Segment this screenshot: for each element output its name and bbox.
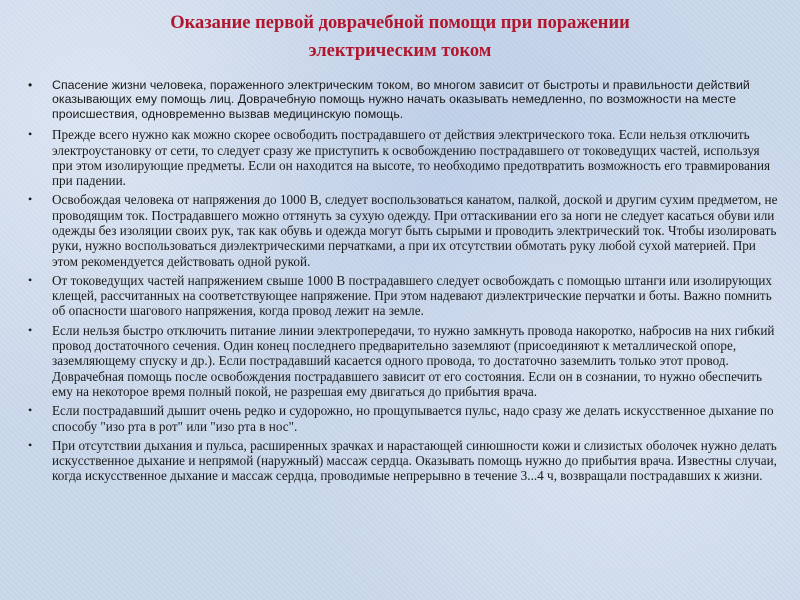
bullet-icon: •	[28, 403, 33, 418]
bullet-item	[28, 403, 778, 434]
bullet-item	[28, 438, 778, 484]
bullet-icon: •	[28, 322, 33, 337]
bullet-text: Прежде всего нужно как можно скорее освободить пострадавшего от действия электрического тока. Если нельзя отключить электроустановку от сети, то следует сразу же приступить к освобождению пострадавшего от токоведущих частей, используя при этом изолирующие предметы. Если он находится на высоте, то необходимо предотвратить возможность его травмирования при падении.	[52, 127, 771, 189]
bullet-item	[28, 323, 778, 399]
bullet-icon: •	[28, 437, 33, 452]
slide-title	[40, 9, 760, 65]
bullet-text: Если пострадавший дышит очень редко и судорожно, но прощупывается пульс, надо сразу же делать искусственное дыхание по способу "изо рта в рот" или "изо рта в нос".	[52, 403, 774, 434]
bullet-text: От токоведущих частей напряжением свыше 1000 В пострадавшего следует освобождать с помощью штанги или изолирующих клещей, рассчитанных на соответствующее напряжение. При этом надевают диэлектрические перчатки и боты. Важно помнить об опасности шагового напряжения, когда провод лежит на земле.	[52, 272, 772, 319]
bullet-item	[28, 192, 778, 268]
bullet-icon: •	[28, 192, 33, 207]
bullet-item	[28, 127, 778, 188]
slide-title-line-1: Оказание первой доврачебной помощи при поражении	[170, 13, 630, 33]
bullet-text: Освобождая человека от напряжения до 1000 В, следует воспользоваться канатом, палкой, доской и другим сухим предметом, не проводящим ток. Пострадавшего можно оттянуть за сухую одежду. При оттаскивании его за ноги не следует касаться обуви или одежды без изоляции своих рук, так как обувь и одежда могут быть сырыми и проводить электрический ток. Чтобы изолировать руки, нужно воспользоваться диэлектрическими перчатками, а при их отсутствии обмотать руку любой сухой материей. При этом рекомендуется действовать одной рукой.	[52, 192, 778, 269]
bullet-icon: •	[28, 272, 33, 287]
bullet-item	[28, 78, 778, 121]
bullet-text: Если нельзя быстро отключить питание линии электропередачи, то нужно замкнуть провода накоротко, набросив на них гибкий провод достаточного сечения. Один конец последнего предварительно заземляют (присоединяют к металлической опоре, заземляющему спуску и др.). Если пострадавший касается одного провода, то достаточно заземлить только этот провод. Доврачебная помощь после освобождения пострадавшего зависит от его состояния. Если он в сознании, то нужно обеспечить ему на некоторое время полный покой, не разрешая ему двигаться до прибытия врача.	[52, 322, 775, 399]
bullet-icon: •	[28, 78, 33, 92]
bullet-text: Спасение жизни человека, пораженного электрическим током, во многом зависит от быстроты и правильности действий оказывающих ему помощь лиц. Доврачебную помощь нужно начать оказывать немедленно, по возможности на месте происшествия, одновременно вызвав медицинскую помощь.	[52, 78, 750, 121]
bullet-item	[28, 273, 778, 319]
bullet-text: При отсутствии дыхания и пульса, расширенных зрачках и нарастающей синюшности кожи и слизистых оболочек нужно делать искусственное дыхание и непрямой (наружный) массаж сердца. Оказывать помощь нужно до прибытия врача. Известны случаи, когда искусственное дыхание и массаж сердца, проводимые непрерывно в течение 3...4 ч, возвращали пострадавших к жизни.	[52, 437, 777, 484]
bullet-icon: •	[28, 127, 33, 142]
bullet-list	[28, 78, 778, 488]
slide-title-line-2: электрическим током	[308, 41, 492, 61]
